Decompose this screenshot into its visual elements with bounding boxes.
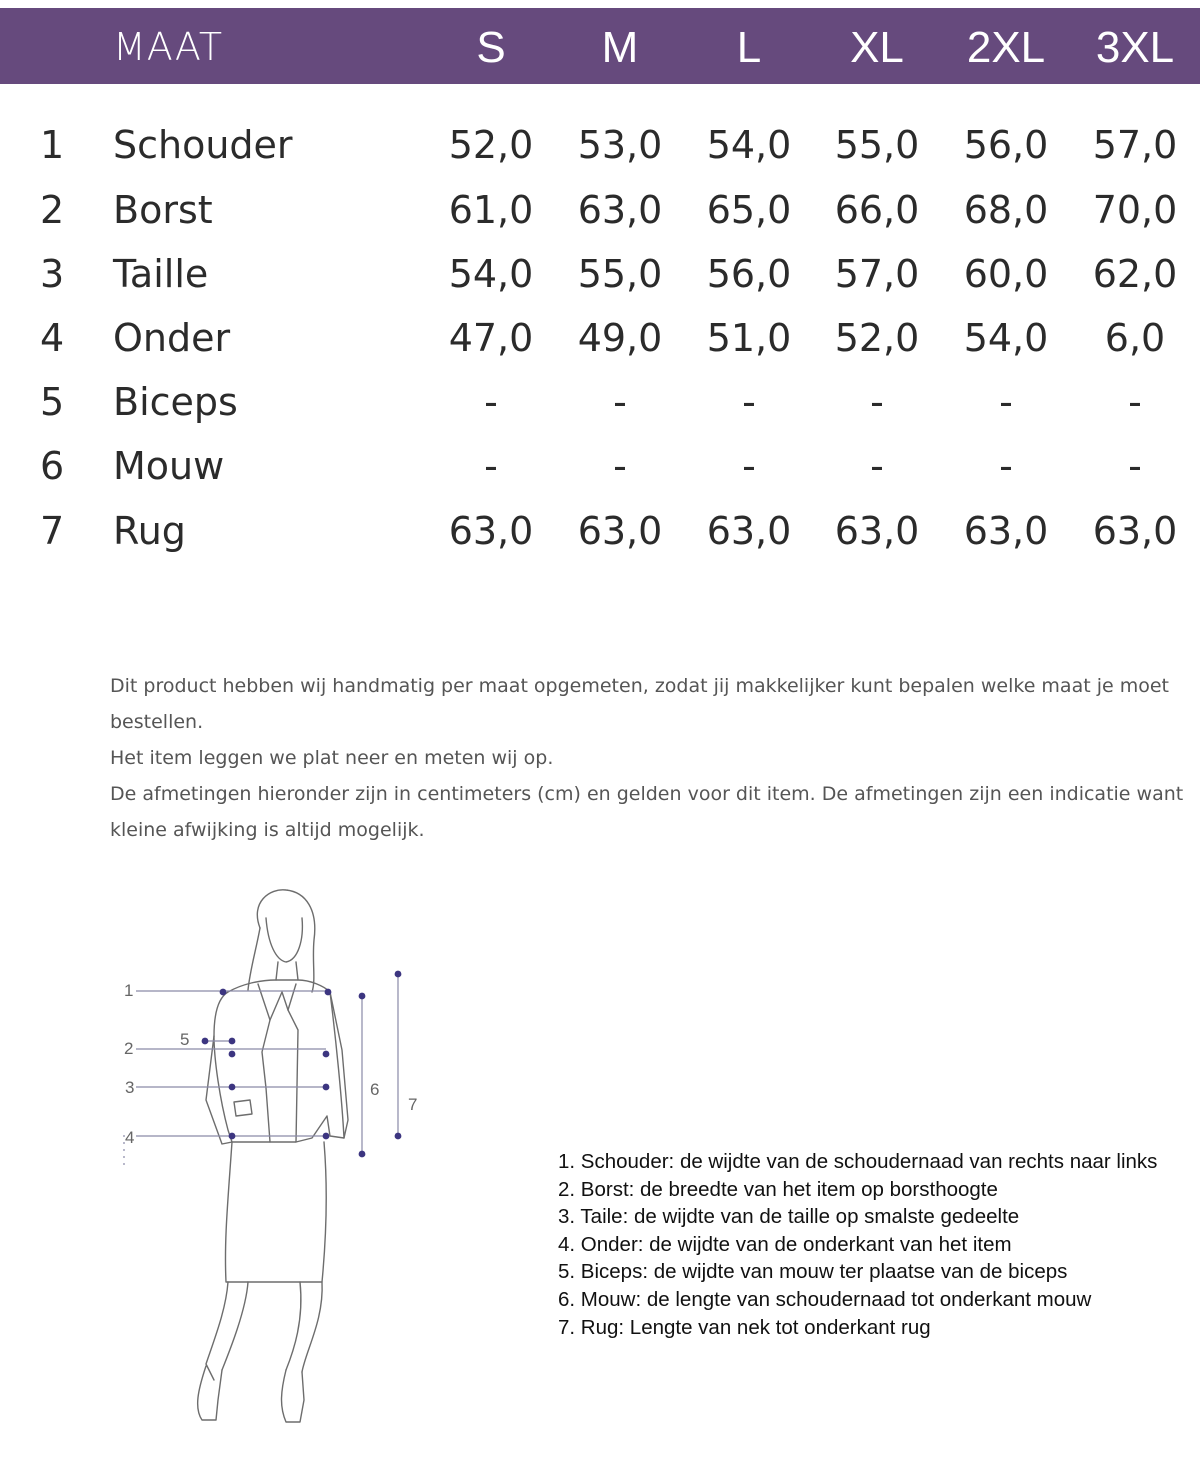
- jacket-outline: [214, 980, 344, 1142]
- skirt-outline: [225, 1142, 326, 1282]
- hair-outline: [257, 890, 314, 992]
- cell-value: 56,0: [963, 123, 1049, 167]
- cell-value: -: [1128, 444, 1142, 488]
- neck-outline: [276, 962, 298, 980]
- cell-value: 63,0: [448, 509, 534, 553]
- jacket-collar: [270, 992, 288, 1020]
- cell-value: 57,0: [1092, 123, 1178, 167]
- row-number: 3: [40, 252, 65, 296]
- measurement-legend: [558, 1148, 1178, 1341]
- row-number: 1: [40, 123, 65, 167]
- cell-value: 57,0: [834, 252, 920, 296]
- cell-value: -: [1128, 380, 1142, 424]
- cell-value: -: [613, 444, 627, 488]
- product-description: [110, 668, 1190, 848]
- cell-value: -: [742, 444, 756, 488]
- cell-value: 62,0: [1092, 252, 1178, 296]
- dot: [229, 1133, 236, 1140]
- cell-value: 54,0: [706, 123, 792, 167]
- table-row: [0, 380, 1200, 447]
- cell-value: 63,0: [577, 509, 663, 553]
- legend-item: 1. Schouder: de wijdte van de schoudernaad van rechts naar links: [558, 1150, 1158, 1173]
- row-label: Borst: [113, 188, 213, 232]
- right-leg: [286, 1282, 322, 1372]
- cell-value: 65,0: [706, 188, 792, 232]
- row-number: 2: [40, 188, 65, 232]
- legend-item: 2. Borst: de breedte van het item op borsthoogte: [558, 1177, 998, 1201]
- figure-label-1: 1: [124, 981, 134, 1000]
- dot: [202, 1038, 209, 1045]
- description-paragraph: Dit product hebben wij handmatig per maat opgemeten, zodat jij makkelijker kunt bepalen welke maat je moet bestellen.: [110, 675, 1169, 733]
- cell-value: 54,0: [963, 316, 1049, 360]
- row-label: Mouw: [113, 444, 225, 488]
- figure-illustration: [110, 880, 440, 1450]
- measurement-dots: [202, 971, 402, 1158]
- dot: [359, 1151, 366, 1158]
- dot: [229, 1051, 236, 1058]
- dot: [229, 1038, 236, 1045]
- cell-value: -: [870, 380, 884, 424]
- size-xl: XL: [850, 23, 904, 72]
- legend-item: 4. Onder: de wijdte van de onderkant van het item: [558, 1232, 1012, 1256]
- legend-item: 5. Biceps: de wijdte van mouw ter plaatse van de biceps: [558, 1260, 1068, 1284]
- dot: [395, 971, 402, 978]
- measurement-figure: [110, 880, 440, 1450]
- cell-value: 52,0: [834, 316, 920, 360]
- cell-value: 55,0: [577, 252, 663, 296]
- legend-item: 7. Rug: Lengte van nek tot onderkant rug: [558, 1315, 931, 1339]
- table-row: [0, 123, 1200, 190]
- cell-value: 66,0: [834, 188, 920, 232]
- row-label: Taille: [113, 252, 209, 296]
- woman-outline: [198, 890, 348, 1422]
- cell-value: -: [613, 380, 627, 424]
- dot: [359, 993, 366, 1000]
- legend-item: 6. Mouw: de lengte van schoudernaad tot onderkant mouw: [558, 1287, 1092, 1311]
- size-s: S: [476, 23, 506, 72]
- cell-value: -: [999, 380, 1013, 424]
- cell-value: 63,0: [706, 509, 792, 553]
- dot: [325, 989, 332, 996]
- cell-value: -: [484, 444, 498, 488]
- dot: [220, 989, 227, 996]
- cell-value: 51,0: [706, 316, 792, 360]
- maat-label: MAAT: [113, 25, 224, 69]
- cell-value: 53,0: [577, 123, 663, 167]
- cell-value: 61,0: [448, 188, 534, 232]
- figure-label-7: 7: [408, 1095, 418, 1114]
- jacket-lapel-right: [288, 984, 298, 1142]
- dot: [323, 1133, 330, 1140]
- row-number: 6: [40, 444, 65, 488]
- row-number: 7: [40, 509, 65, 553]
- table-row: [0, 188, 1200, 255]
- cell-value: -: [742, 380, 756, 424]
- left-leg: [206, 1282, 248, 1380]
- measurement-labels: [124, 981, 417, 1147]
- row-label: Rug: [113, 509, 186, 553]
- dot: [323, 1051, 330, 1058]
- face-outline: [266, 918, 302, 962]
- cell-value: -: [484, 380, 498, 424]
- legend-item: 3. Taile: de wijdte van de taille op smalste gedeelte: [558, 1205, 1020, 1229]
- cell-value: -: [999, 444, 1013, 488]
- dot: [323, 1084, 330, 1091]
- table-row: [0, 444, 1200, 511]
- cell-value: 63,0: [834, 509, 920, 553]
- cell-value: 60,0: [963, 252, 1049, 296]
- size-l: L: [736, 23, 762, 72]
- row-number: 5: [40, 380, 65, 424]
- description-paragraph: Het item leggen we plat neer en meten wij op.: [110, 747, 554, 769]
- figure-label-4: 4: [125, 1128, 135, 1147]
- size-table-header: [0, 8, 1200, 84]
- cell-value: 54,0: [448, 252, 534, 296]
- cell-value: 63,0: [577, 188, 663, 232]
- cell-value: -: [870, 444, 884, 488]
- cell-value: 47,0: [448, 316, 534, 360]
- cell-value: 6,0: [1104, 316, 1166, 360]
- cell-value: 55,0: [834, 123, 920, 167]
- description-paragraph: De afmetingen hieronder zijn in centimeters (cm) en gelden voor dit item. De afmetingen zijn een indicatie want kleine afwijking is altijd mogelijk.: [110, 783, 1184, 841]
- cell-value: 56,0: [706, 252, 792, 296]
- cell-value: 52,0: [448, 123, 534, 167]
- size-m: M: [601, 23, 639, 72]
- figure-label-3: 3: [125, 1078, 135, 1097]
- cell-value: 49,0: [577, 316, 663, 360]
- jacket-lapel-left: [258, 984, 270, 1142]
- jacket-pocket: [234, 1100, 252, 1116]
- row-label: Onder: [113, 316, 231, 360]
- size-2xl: 2XL: [966, 23, 1046, 72]
- row-label: Schouder: [113, 123, 293, 167]
- dot: [229, 1084, 236, 1091]
- cell-value: 68,0: [963, 188, 1049, 232]
- table-row: [0, 316, 1200, 383]
- table-row: [0, 509, 1200, 576]
- figure-label-6: 6: [370, 1080, 380, 1099]
- row-number: 4: [40, 316, 65, 360]
- table-row: [0, 252, 1200, 319]
- dot: [395, 1133, 402, 1140]
- size-3xl: 3XL: [1095, 23, 1175, 72]
- row-label: Biceps: [113, 380, 238, 424]
- right-shoe: [282, 1370, 305, 1422]
- measurement-lines: [124, 974, 398, 1165]
- left-shoe: [198, 1366, 222, 1420]
- cell-value: 70,0: [1092, 188, 1178, 232]
- figure-label-5: 5: [180, 1030, 190, 1049]
- cell-value: 63,0: [963, 509, 1049, 553]
- cell-value: 63,0: [1092, 509, 1178, 553]
- figure-label-2: 2: [124, 1039, 134, 1058]
